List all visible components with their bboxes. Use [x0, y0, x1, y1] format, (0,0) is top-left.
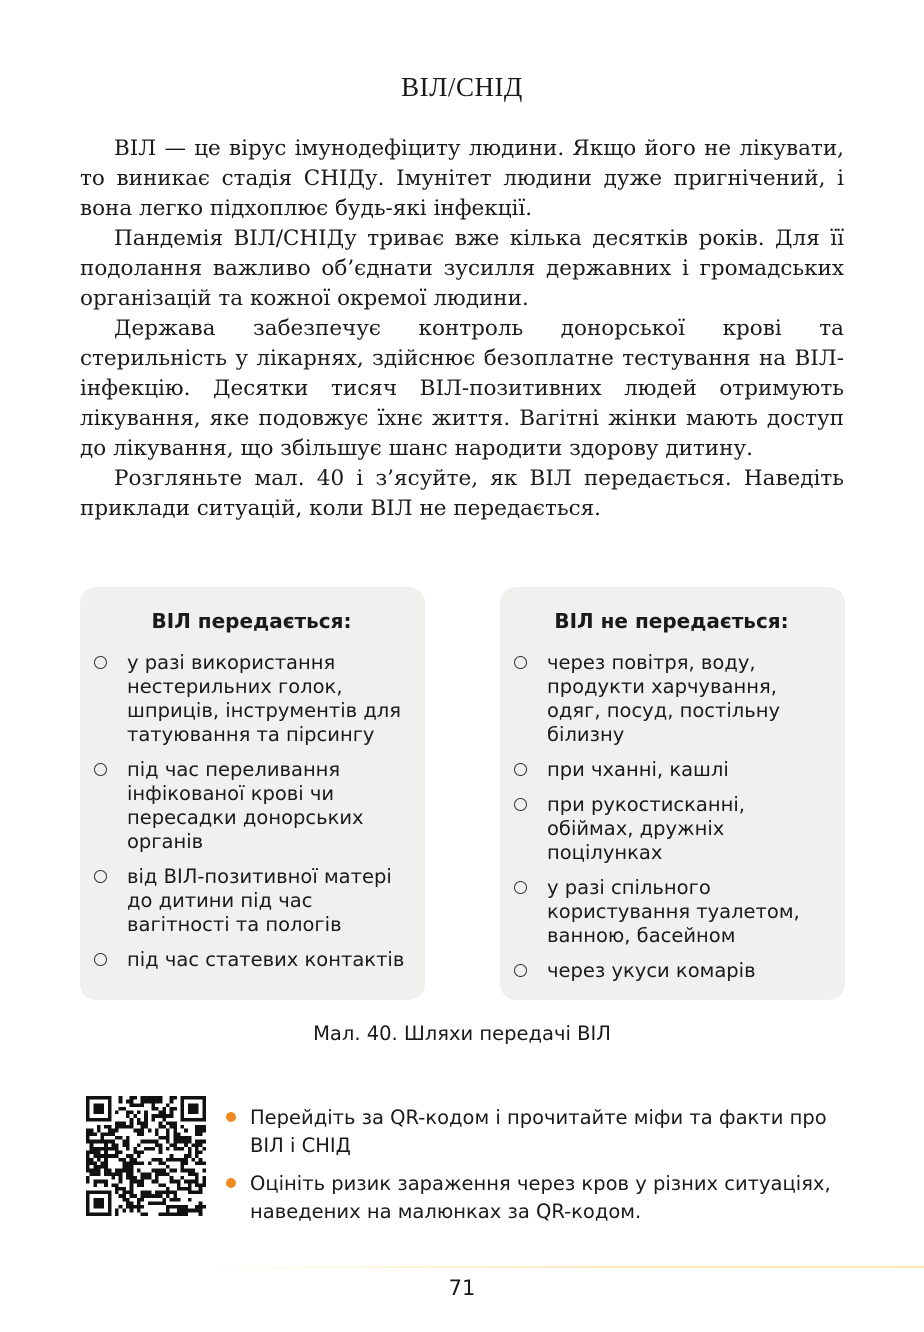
page-number: 71	[448, 1276, 476, 1300]
qr-code-icon[interactable]	[86, 1096, 206, 1216]
circle-bullet-icon	[514, 964, 527, 977]
transmitted-title: ВІЛ передається:	[151, 609, 352, 633]
circle-bullet-icon	[514, 763, 527, 776]
circle-bullet-icon	[514, 656, 527, 669]
list-item: від ВІЛ-позитивної матері до дитини під час вагітності та пологів	[92, 865, 411, 937]
paragraph: Розгляньте мал. 40 і з’ясуйте, як ВІЛ передається. Наведіть приклади ситуацій, коли ВІЛ не передається.	[80, 466, 844, 521]
circle-bullet-icon	[94, 870, 107, 883]
list-item: через укуси комарів	[512, 959, 831, 983]
not-transmitted-title: ВІЛ не передається:	[554, 609, 789, 633]
list-item: під час переливання інфікованої крові чи пересадки донорських органів	[92, 758, 411, 854]
list-item: при рукостисканні, обіймах, дружніх поцілунках	[512, 793, 831, 865]
bullet-dot-icon	[226, 1112, 236, 1122]
paragraph: ВІЛ — це вірус імунодефіциту людини. Якщо його не лікувати, то виникає стадія СНІДу. Імунітет людини дуже пригнічений, і вона легко підхоплює будь-які інфекції.	[80, 136, 844, 221]
circle-bullet-icon	[94, 656, 107, 669]
footer-divider	[180, 1266, 924, 1268]
circle-bullet-icon	[94, 763, 107, 776]
transmitted-card	[80, 587, 425, 1000]
transmitted-list	[92, 651, 411, 972]
circle-bullet-icon	[514, 881, 527, 894]
not-transmitted-card	[500, 587, 845, 1000]
figure-caption: Мал. 40. Шляхи передачі ВІЛ	[313, 1022, 611, 1045]
page-title: ВІЛ/СНІД	[401, 72, 523, 102]
task-item: Оцініть ризик зараження через кров у різних ситуаціях, наведених на малюнках за QR-кодом.	[224, 1170, 854, 1226]
list-item: у разі використання нестерильних голок, шприців, інструментів для татуювання та пірсингу	[92, 651, 411, 747]
paragraph: Держава забезпечує контроль донорської крові та стерильність у лікарнях, здійснює безоплатне тестування на ВІЛ-інфекцію. Десятки тисяч ВІЛ-позитивних людей отримують лікування, яке подовжує їхнє життя. Вагітні жінки мають доступ до лікування, що збільшує шанс народити здорову дитину.	[80, 316, 844, 461]
circle-bullet-icon	[514, 798, 527, 811]
task-item: Перейдіть за QR-кодом і прочитайте міфи та факти про ВІЛ і СНІД	[224, 1104, 854, 1160]
bullet-dot-icon	[226, 1178, 236, 1188]
not-transmitted-list	[512, 651, 831, 983]
body-text	[80, 134, 844, 524]
list-item: під час статевих контактів	[92, 948, 411, 972]
circle-bullet-icon	[94, 953, 107, 966]
list-item: через повітря, воду, продукти харчування, одяг, посуд, постільну білизну	[512, 651, 831, 747]
task-list	[224, 1104, 854, 1236]
paragraph: Пандемія ВІЛ/СНІДу триває вже кілька десятків років. Для її подолання важливо об’єднати зусилля державних і громадських організацій та кожної окремої людини.	[80, 226, 844, 311]
list-item: при чханні, кашлі	[512, 758, 831, 782]
list-item: у разі спільного користування туалетом, ванною, басейном	[512, 876, 831, 948]
